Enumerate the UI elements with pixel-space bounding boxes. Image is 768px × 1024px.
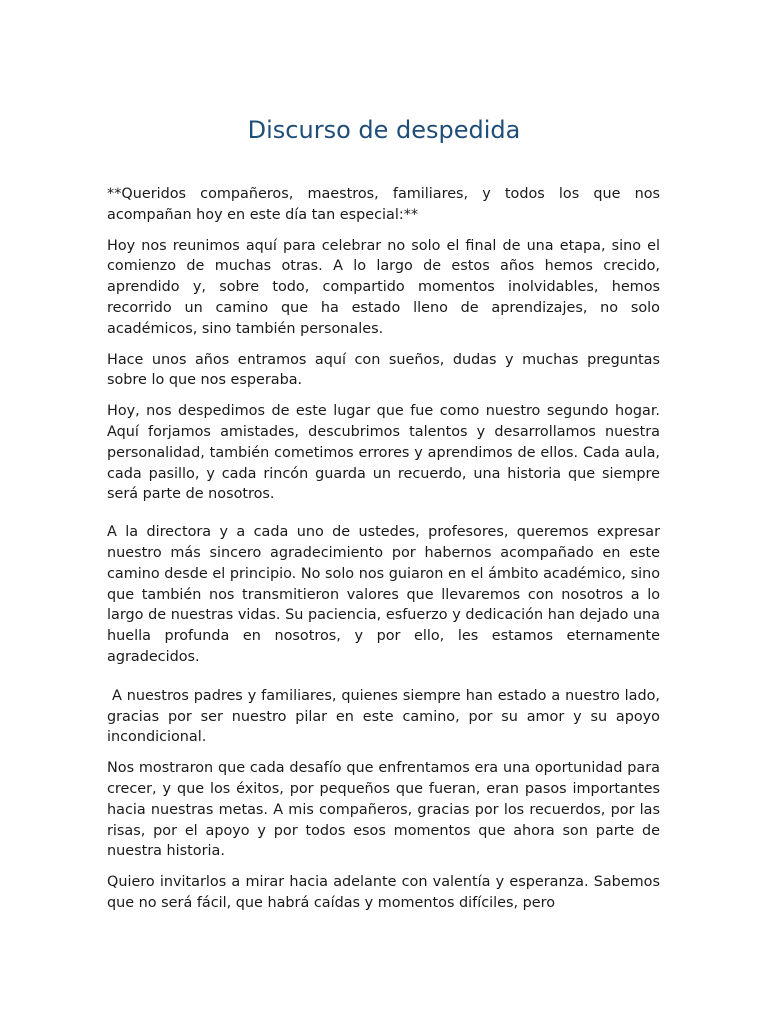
paragraph-farewell: Hoy, nos despedimos de este lugar que fue como nuestro segundo hogar. Aquí forjamos amistades, descubrimos talentos y desarrollamos nuestra personalidad, también cometimos errores y aprendimos de ellos. Cada aula, cada pasillo, y cada rincón guarda un recuerdo, una historia que siempre será parte de nosotros. bbox=[107, 403, 660, 503]
paragraph-beginnings: Hace unos años entramos aquí con sueños, dudas y muchas preguntas sobre lo que nos esperaba. bbox=[107, 351, 660, 389]
paragraph-challenges: Nos mostraron que cada desafío que enfrentamos era una oportunidad para crecer, y que los éxitos, por pequeños que fueran, eran pasos importantes hacia nuestras metas. A mis compañeros, gracias por los recuerdos, por las risas, por el apoyo y por todos esos momentos que ahora son parte de nuestra historia. bbox=[107, 760, 660, 860]
paragraph-celebration: Hoy nos reunimos aquí para celebrar no solo el final de una etapa, sino el comienzo de muchas otras. A lo largo de estos años hemos crecido, aprendido y, sobre todo, compartido momentos inolvidables, hemos recorrido un camino que ha estado lleno de aprendizajes, no solo académicos, sino también personales. bbox=[107, 237, 660, 337]
paragraph-parents: A nuestros padres y familiares, quienes siempre han estado a nuestro lado, gracias por ser nuestro pilar en este camino, por su amor y su apoyo incondicional. bbox=[107, 687, 665, 746]
paragraph-teachers: A la directora y a cada uno de ustedes, profesores, queremos expresar nuestro más sincero agradecimiento por habernos acompañado en este camino desde el principio. No solo nos guiaron en el ámbito académico, sino que también nos transmitieron valores que llevaremos con nosotros a lo largo de nuestras vidas. Su paciencia, esfuerzo y dedicación han dejado una huella profunda en nosotros, y por ello, les estamos eternamente agradecidos. bbox=[107, 524, 660, 665]
paragraph-greeting: **Queridos compañeros, maestros, familiares, y todos los que nos acompañan hoy en este día tan especial:** bbox=[107, 186, 660, 223]
document-body bbox=[107, 184, 665, 924]
paragraph-future: Quiero invitarlos a mirar hacia adelante con valentía y esperanza. Sabemos que no será fácil, que habrá caídas y momentos difíciles, pero bbox=[107, 874, 660, 911]
document-title: Discurso de despedida bbox=[247, 116, 521, 144]
